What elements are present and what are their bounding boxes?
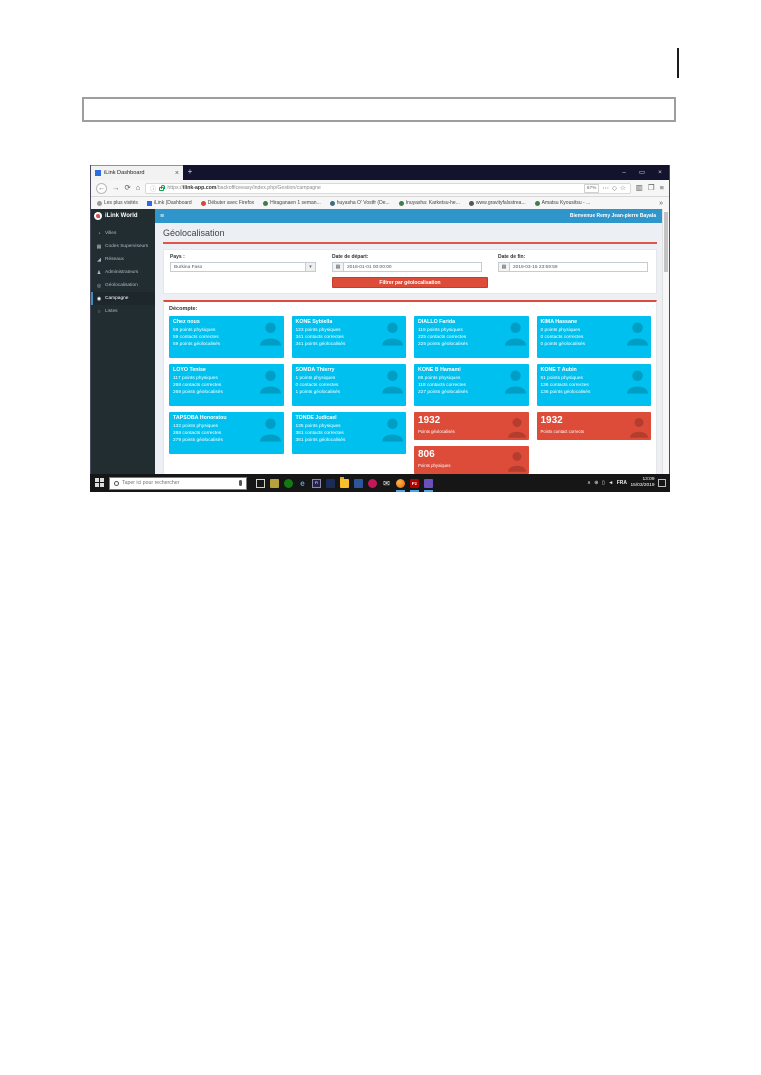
total-card-contacts bbox=[537, 412, 652, 440]
agent-stat: 225 points géolocalisés bbox=[418, 342, 468, 348]
map-pin-icon: ◎ bbox=[96, 282, 102, 289]
cards-column bbox=[537, 316, 652, 440]
agent-card bbox=[414, 364, 529, 406]
agent-stat: 136 points géolocalisés bbox=[540, 390, 591, 396]
person-silhouette-icon bbox=[627, 320, 648, 346]
browser-window bbox=[90, 165, 670, 474]
tab-favicon-icon bbox=[95, 170, 101, 176]
date-end-field bbox=[498, 254, 648, 272]
bookmark-item[interactable] bbox=[201, 200, 254, 206]
photos-app-icon[interactable]: Fl bbox=[312, 479, 321, 488]
close-button[interactable]: × bbox=[658, 169, 662, 176]
agent-card bbox=[292, 412, 407, 454]
tab-close-icon[interactable]: × bbox=[174, 169, 179, 177]
bookmark-item[interactable] bbox=[399, 200, 460, 206]
chevron-down-icon: ▾ bbox=[305, 263, 315, 271]
filezilla-icon[interactable]: Fz bbox=[412, 480, 417, 486]
welcome-user-text[interactable]: Bienvenue Remy Jean-pierre Bayala bbox=[569, 213, 656, 219]
bookmarks-overflow-icon[interactable]: » bbox=[659, 199, 663, 207]
page-scrollbar[interactable] bbox=[662, 209, 669, 474]
bookmark-label: Les plus visités bbox=[104, 200, 138, 206]
library-icon[interactable]: ▥ bbox=[635, 183, 643, 193]
agent-card bbox=[537, 316, 652, 358]
filter-panel bbox=[163, 249, 657, 294]
agent-stat: 227 points géolocalisés bbox=[418, 390, 468, 396]
tray-chevron-icon[interactable]: ∧ bbox=[587, 480, 591, 486]
person-silhouette-icon bbox=[382, 320, 403, 346]
sidebar-item-label: Réseaux bbox=[105, 257, 124, 262]
person-silhouette-icon bbox=[260, 368, 281, 394]
bookmark-favicon-icon bbox=[535, 201, 540, 206]
map-pin-icon: ◉ bbox=[96, 295, 102, 302]
browser-titlebar bbox=[91, 165, 669, 180]
agent-name: KIMA Hassane bbox=[540, 319, 578, 325]
windows-taskbar bbox=[90, 474, 670, 492]
dark-app-icon[interactable] bbox=[326, 479, 335, 488]
agent-stat: 1 points physiques bbox=[295, 375, 336, 381]
app-body bbox=[91, 223, 662, 474]
clock-date: 15/03/2019 bbox=[630, 483, 655, 488]
agent-stat: 132 points physiques bbox=[173, 423, 219, 429]
agent-card bbox=[537, 364, 652, 406]
country-select[interactable] bbox=[170, 262, 316, 272]
agent-stat: 279 points géolocalisés bbox=[173, 438, 223, 444]
taskbar-clock[interactable] bbox=[630, 477, 654, 489]
date-start-label: Date de départ: bbox=[332, 254, 369, 260]
date-end-input[interactable] bbox=[498, 262, 648, 272]
bookmark-item[interactable] bbox=[469, 200, 526, 206]
count-panel bbox=[163, 300, 657, 476]
agent-stat: 0 points physiques bbox=[540, 327, 581, 333]
microphone-icon[interactable] bbox=[239, 480, 242, 486]
bookmark-item[interactable] bbox=[263, 200, 321, 206]
sidebar-item-label: Géolocalisation bbox=[105, 283, 138, 288]
filter-submit-button[interactable]: Filtrer par géolocalisation bbox=[332, 277, 488, 288]
bookmark-favicon-icon bbox=[469, 201, 474, 206]
date-start-value: 2018-01-01 00:00:00 bbox=[347, 264, 392, 270]
person-silhouette-icon bbox=[505, 320, 526, 346]
person-silhouette-icon bbox=[627, 368, 648, 394]
bookmark-favicon-icon bbox=[330, 201, 335, 206]
new-tab-button[interactable]: + bbox=[187, 167, 193, 176]
language-indicator[interactable]: FRA bbox=[616, 480, 627, 486]
page-zoom-indicator[interactable]: 67% bbox=[584, 184, 600, 193]
app-brand[interactable] bbox=[91, 209, 155, 223]
date-start-input[interactable] bbox=[332, 262, 482, 272]
person-silhouette-icon bbox=[260, 320, 281, 346]
file-explorer-icon[interactable] bbox=[340, 479, 349, 488]
total-value: 806 bbox=[418, 449, 435, 460]
date-end-label: Date de fin: bbox=[498, 254, 526, 260]
agent-name: Chez nous bbox=[173, 319, 200, 325]
total-label: Points physiques bbox=[418, 462, 451, 468]
country-value: Burkina Faso bbox=[174, 264, 203, 270]
person-silhouette-icon bbox=[260, 416, 281, 442]
lock-icon bbox=[159, 187, 164, 191]
agent-name: LOYO Tenise bbox=[173, 367, 206, 373]
agent-name: KONE B Hamami bbox=[418, 367, 461, 373]
circle-icon: ○ bbox=[97, 308, 101, 315]
agent-stat: 118 contacts correctes bbox=[418, 382, 466, 388]
total-value: 1932 bbox=[418, 415, 441, 426]
bookmark-favicon-icon bbox=[147, 201, 152, 206]
network-icon[interactable]: ⊕ bbox=[594, 480, 599, 486]
main-content bbox=[155, 223, 662, 474]
firefox-icon[interactable] bbox=[396, 479, 405, 488]
url-text bbox=[167, 185, 581, 191]
person-silhouette-icon bbox=[382, 416, 403, 442]
user-icon: ♟ bbox=[96, 269, 102, 276]
agent-card bbox=[414, 316, 529, 358]
agent-name: TONDE Judicael bbox=[295, 415, 337, 421]
agent-stat: 341 contacts correctes bbox=[295, 334, 344, 340]
url-bar[interactable] bbox=[145, 183, 630, 194]
agent-stat: 225 contacts correctes bbox=[418, 334, 467, 340]
taskbar-apps bbox=[256, 479, 433, 488]
forward-button[interactable]: → bbox=[112, 183, 120, 193]
agent-stat: 268 points géolocalisés bbox=[173, 390, 223, 396]
date-end-value: 2019-03-15 23:59:59 bbox=[513, 264, 558, 270]
cards-column bbox=[169, 316, 284, 454]
agent-stat: 268 contacts correctes bbox=[173, 382, 222, 388]
agent-card bbox=[292, 316, 407, 358]
menu-icon[interactable]: ≡ bbox=[659, 183, 664, 193]
total-value: 1932 bbox=[540, 415, 563, 426]
maximize-button[interactable]: ▭ bbox=[638, 169, 646, 176]
battery-icon[interactable]: ▯ bbox=[601, 480, 605, 486]
agent-stat: 135 points physiques bbox=[295, 423, 341, 429]
search-icon bbox=[114, 481, 119, 486]
person-silhouette-icon bbox=[630, 416, 648, 438]
action-center-icon[interactable] bbox=[658, 479, 666, 487]
agent-stat: 268 contacts correctes bbox=[173, 430, 222, 436]
sidebar-item-label: Codes Superviseurs bbox=[105, 244, 149, 249]
pocket-icon[interactable]: ◇ bbox=[611, 185, 617, 192]
app-content bbox=[91, 209, 662, 474]
total-label: Points géolocalisés bbox=[418, 428, 455, 434]
task-view-icon[interactable] bbox=[256, 479, 265, 488]
bookmark-item[interactable] bbox=[147, 200, 192, 206]
sidebar-item-label: Campagne bbox=[105, 296, 129, 301]
bookmark-label: www.gravityfalsstrea... bbox=[475, 200, 526, 206]
agent-stat: 0 contacts correctes bbox=[540, 334, 584, 340]
store-icon[interactable] bbox=[270, 479, 279, 488]
margin-line bbox=[677, 48, 679, 78]
agent-stat: 59 contacts correctes bbox=[173, 334, 219, 340]
url-domain: ilink-app.com bbox=[182, 185, 217, 191]
window-controls bbox=[615, 165, 669, 180]
bookmark-label: Amatsu Kyousitsu - ... bbox=[541, 200, 591, 206]
sidebar-item-geolocalisation[interactable] bbox=[91, 279, 155, 292]
sidebar-item-administrateurs[interactable] bbox=[91, 266, 155, 279]
bookmark-label: Inuyasha: Karketsu-he... bbox=[405, 200, 460, 206]
app-viewport bbox=[91, 209, 669, 474]
volume-icon[interactable]: ◄ bbox=[608, 480, 614, 486]
minimize-button[interactable]: – bbox=[622, 169, 626, 176]
sidebar-item-label: Listes bbox=[105, 309, 118, 314]
url-path: /backofficeeasy/index.php/Gestion/campagne bbox=[216, 185, 321, 191]
calendar-icon: ▦ bbox=[333, 263, 344, 271]
agent-stat: 381 contacts correctes bbox=[295, 430, 344, 436]
purple-app-icon[interactable] bbox=[424, 479, 433, 488]
chart-icon: ◢ bbox=[97, 256, 101, 263]
sidebar-item-reseaux[interactable] bbox=[91, 253, 155, 266]
cards-column bbox=[414, 316, 529, 474]
agent-name: DIALLO Farida bbox=[418, 319, 456, 325]
mail-icon[interactable]: ✉ bbox=[383, 478, 390, 488]
agent-stat: 123 points physiques bbox=[295, 327, 341, 333]
system-tray bbox=[587, 477, 667, 489]
sidebar-item-label: Administrateurs bbox=[105, 270, 139, 275]
tab-title: iLink Dashboard bbox=[104, 170, 145, 176]
gauge-icon: ◔ bbox=[97, 230, 101, 237]
sidebar-item-campagne[interactable] bbox=[91, 292, 155, 305]
person-silhouette-icon bbox=[505, 368, 526, 394]
cards-column bbox=[292, 316, 407, 454]
browser-tab[interactable] bbox=[91, 165, 183, 180]
calendar-icon: ▦ bbox=[499, 263, 510, 271]
bookmark-label: Débuter avec Firefox bbox=[207, 200, 255, 206]
agent-name: TAPSOBA Honoratou bbox=[173, 415, 227, 421]
bookmark-item[interactable] bbox=[535, 200, 591, 206]
agent-name: SOMDA Thierry bbox=[295, 367, 335, 373]
bookmark-item[interactable] bbox=[330, 200, 390, 206]
bookmark-favicon-icon bbox=[201, 201, 206, 206]
sidebar-item-villes[interactable] bbox=[91, 227, 155, 240]
home-button[interactable]: ⌂ bbox=[135, 183, 141, 193]
agent-stat: 341 points géolocalisés bbox=[295, 342, 346, 348]
reload-button[interactable]: ⟳ bbox=[124, 183, 131, 193]
agent-name: KONE Sybiella bbox=[295, 319, 333, 325]
agent-card bbox=[292, 364, 407, 406]
sidebar-item-codes-superviseurs[interactable] bbox=[91, 240, 155, 253]
agent-card bbox=[169, 412, 284, 454]
table-icon: ▦ bbox=[96, 243, 102, 250]
back-button[interactable]: ← bbox=[98, 184, 105, 192]
count-label: Décompte: bbox=[169, 306, 198, 312]
app-sidebar bbox=[91, 223, 155, 474]
brand-name: iLink World bbox=[105, 213, 138, 219]
agent-stat: 51 points physiques bbox=[540, 375, 583, 381]
agent-stat: 59 points géolocalisés bbox=[173, 342, 221, 348]
title-divider bbox=[163, 242, 657, 244]
pink-app-icon[interactable] bbox=[368, 479, 377, 488]
brand-logo-icon bbox=[94, 212, 102, 220]
app-topbar bbox=[155, 209, 662, 223]
start-button[interactable] bbox=[95, 478, 105, 488]
sidebar-item-label: Villes bbox=[105, 231, 117, 236]
person-silhouette-icon bbox=[508, 450, 526, 472]
cards-grid bbox=[169, 316, 651, 474]
person-silhouette-icon bbox=[382, 368, 403, 394]
agent-stat: 86 points physiques bbox=[418, 375, 461, 381]
total-label: Points contact corrects bbox=[540, 428, 584, 434]
agent-stat: 0 contacts correctes bbox=[295, 382, 339, 388]
site-info-icon[interactable]: ⓘ bbox=[150, 186, 157, 193]
agent-stat: 0 points géolocalisés bbox=[540, 342, 586, 348]
bookmark-favicon-icon bbox=[263, 201, 268, 206]
taskbar-search[interactable] bbox=[109, 477, 247, 490]
more-actions-icon[interactable]: ⋯ bbox=[602, 185, 609, 192]
bookmark-favicon-icon bbox=[399, 201, 404, 206]
person-silhouette-icon bbox=[508, 416, 526, 438]
edge-icon[interactable]: e bbox=[300, 478, 305, 488]
empty-text-box bbox=[82, 97, 676, 122]
agent-stat: 117 points physiques bbox=[173, 375, 218, 381]
bookmark-label: huyasha O' Vostfr (De... bbox=[336, 200, 390, 206]
search-input[interactable] bbox=[122, 480, 236, 486]
sidebar-toggle-icon[interactable]: ≡ bbox=[160, 212, 165, 220]
agent-card bbox=[169, 316, 284, 358]
app-header bbox=[91, 209, 662, 223]
agent-stat: 136 contacts correctes bbox=[540, 382, 589, 388]
agent-name: KONE T Aubin bbox=[540, 367, 577, 373]
bookmark-favicon-icon bbox=[97, 201, 102, 206]
sidebars-icon[interactable]: ❐ bbox=[647, 183, 655, 193]
browser-navbar bbox=[91, 180, 669, 197]
bookmark-label: Hiraganaen 1 seman... bbox=[270, 200, 321, 206]
country-label: Pays : bbox=[170, 254, 185, 260]
agent-stat: 59 points physiques bbox=[173, 327, 216, 333]
agent-stat: 381 points géolocalisés bbox=[295, 438, 346, 444]
date-start-field bbox=[332, 254, 482, 272]
bookmarks-bar bbox=[91, 197, 669, 209]
agent-stat: 1 points géolocalisés bbox=[295, 390, 341, 396]
sidebar-item-listes[interactable] bbox=[91, 305, 155, 318]
total-card-physiques bbox=[414, 446, 529, 474]
url-scheme: https:// bbox=[167, 185, 183, 191]
green-app-icon[interactable] bbox=[284, 479, 293, 488]
scrollbar-thumb[interactable] bbox=[664, 212, 668, 272]
bookmark-label: iLink (Dashboard bbox=[153, 200, 192, 206]
blue-app-icon[interactable] bbox=[354, 479, 363, 488]
bookmark-star-icon[interactable]: ☆ bbox=[619, 185, 626, 192]
page-title: Géolocalisation bbox=[163, 228, 225, 238]
clock-time: 13:09 bbox=[642, 477, 655, 483]
bookmark-item[interactable] bbox=[97, 200, 138, 206]
agent-card bbox=[169, 364, 284, 406]
agent-stat: 119 points physiques bbox=[418, 327, 463, 333]
total-card-geolocalises bbox=[414, 412, 529, 440]
country-field bbox=[170, 254, 316, 272]
